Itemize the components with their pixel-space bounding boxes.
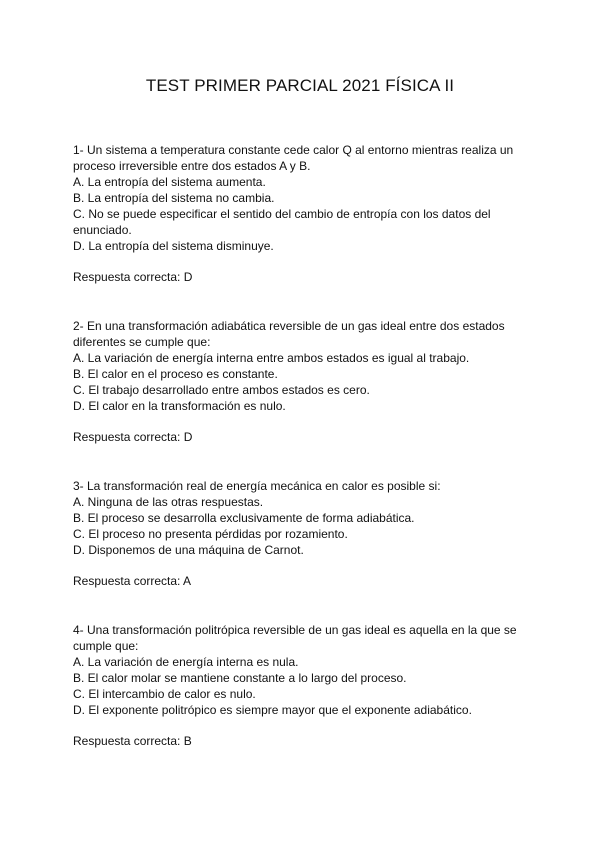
correct-answer: Respuesta correcta: D xyxy=(73,430,193,444)
correct-answer: Respuesta correcta: A xyxy=(73,574,192,588)
option-b: B. El proceso se desarrolla exclusivamente de forma adiabática. xyxy=(73,511,415,525)
option-c: C. No se puede especificar el sentido del cambio de entropía con los datos del enunciado. xyxy=(73,207,491,237)
option-b: B. El calor en el proceso es constante. xyxy=(73,367,278,381)
question-3 xyxy=(73,478,533,558)
option-a: A. La variación de energía interna es nula. xyxy=(73,655,299,669)
option-b: B. El calor molar se mantiene constante a lo largo del proceso. xyxy=(73,671,407,685)
option-d: D. Disponemos de una máquina de Carnot. xyxy=(73,543,304,557)
question-text: 4- Una transformación politrópica reversible de un gas ideal es aquella en la que se cumple que: xyxy=(73,623,517,653)
option-c: C. El trabajo desarrollado entre ambos estados es cero. xyxy=(73,383,370,397)
question-text: 2- En una transformación adiabática reversible de un gas ideal entre dos estados diferentes se cumple que: xyxy=(73,319,505,349)
question-2 xyxy=(73,318,533,414)
question-text: 3- La transformación real de energía mecánica en calor es posible si: xyxy=(73,479,441,493)
option-a: A. La entropía del sistema aumenta. xyxy=(73,175,266,189)
correct-answer: Respuesta correcta: B xyxy=(73,734,192,748)
option-a: A. Ninguna de las otras respuestas. xyxy=(73,495,264,509)
question-1 xyxy=(73,142,533,254)
option-d: D. La entropía del sistema disminuye. xyxy=(73,239,274,253)
correct-answer: Respuesta correcta: D xyxy=(73,270,193,284)
option-d: D. El calor en la transformación es nulo. xyxy=(73,399,286,413)
option-a: A. La variación de energía interna entre ambos estados es igual al trabajo. xyxy=(73,351,470,365)
question-4 xyxy=(73,622,533,718)
page-title: TEST PRIMER PARCIAL 2021 FÍSICA II xyxy=(145,76,455,95)
option-d: D. El exponente politrópico es siempre mayor que el exponente adiabático. xyxy=(73,703,472,717)
option-b: B. La entropía del sistema no cambia. xyxy=(73,191,275,205)
option-c: C. El intercambio de calor es nulo. xyxy=(73,687,256,701)
option-c: C. El proceso no presenta pérdidas por rozamiento. xyxy=(73,527,348,541)
question-text: 1- Un sistema a temperatura constante cede calor Q al entorno mientras realiza un proceso irreversible entre dos estados A y B. xyxy=(73,143,514,173)
